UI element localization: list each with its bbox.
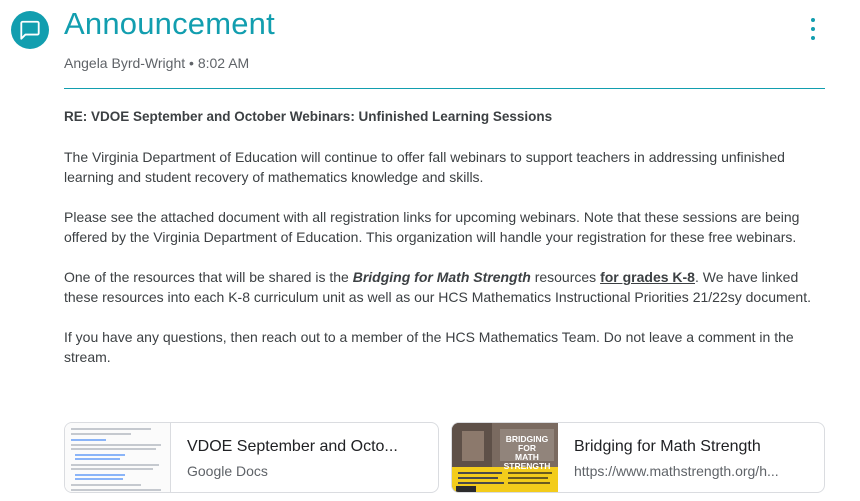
bridging-title-graphic: BRIDGING FOR MATH STRENGTH [503, 434, 551, 471]
post-subject: RE: VDOE September and October Webinars: Unfinished Learning Sessions [64, 109, 553, 124]
author-name: Angela Byrd-Wright [64, 55, 186, 71]
post-title: Announcement [64, 6, 275, 41]
post-time: 8:02 AM [197, 55, 250, 71]
p3-text-3: . We have linked these resources into each K-8 curriculum unit as well as our HCS Mathematics Instructional Priorities 21/22sy document. [64, 269, 811, 305]
post-meta [64, 55, 249, 71]
paragraph-3 [64, 267, 824, 307]
attachment-link[interactable] [451, 422, 825, 493]
attachment-title: VDOE September and Octo... [187, 438, 398, 455]
paragraph-1: The Virginia Department of Education will continue to offer fall webinars to support teachers in addressing unfinished learning and student recovery of mathematics knowledge and skills. [64, 149, 785, 185]
p3-text-2: resources [530, 269, 601, 285]
post-body [64, 107, 824, 387]
paragraph-2: Please see the attached document with all registration links for upcoming webinars. Note that these sessions are being offered by the Virginia Department of Education. This organization will handle your registration for these free webinars. [64, 209, 800, 245]
more-vert-icon[interactable] [804, 18, 822, 40]
doc-thumbnail [65, 423, 171, 493]
p3-text-1: One of the resources that will be shared is the [64, 269, 353, 285]
paragraph-4: If you have any questions, then reach out to a member of the HCS Mathematics Team. Do not leave a comment in the stream. [64, 329, 794, 365]
p3-grades-k8: for grades K-8 [600, 269, 695, 285]
attachment-title: Bridging for Math Strength [574, 438, 761, 455]
p3-bridging-title: Bridging for Math Strength [352, 269, 531, 285]
meta-separator: • [189, 55, 194, 71]
attachment-google-doc[interactable] [64, 422, 439, 493]
header-divider [64, 88, 825, 89]
announcement-icon [11, 11, 49, 49]
attachment-url: https://www.mathstrength.org/h... [574, 463, 779, 479]
attachment-type: Google Docs [187, 463, 268, 479]
link-thumbnail [452, 423, 558, 493]
